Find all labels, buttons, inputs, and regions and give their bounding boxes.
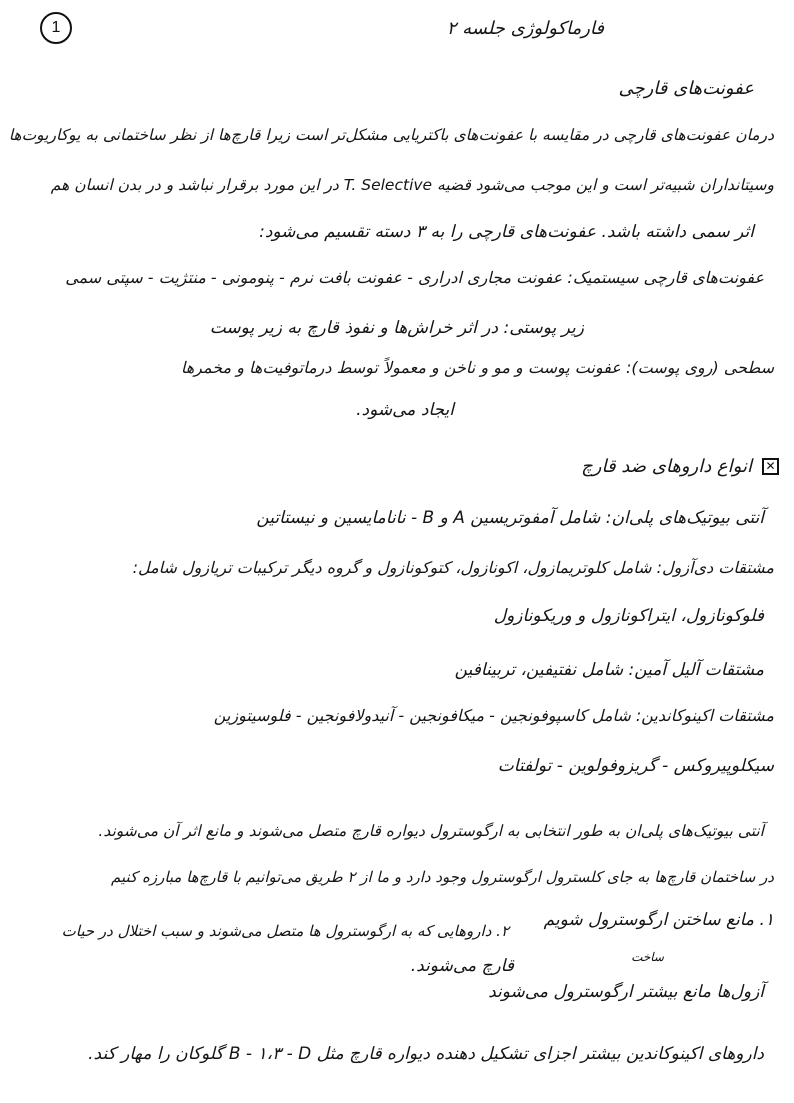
page-title: فارماکولوژی جلسه ۲: [446, 18, 604, 39]
bullet-allylamine: مشتقات آلیل آمین: شامل نفتیفین، تربینافین: [454, 660, 764, 680]
checkbox-mark: ✕: [762, 458, 779, 475]
bullet-azoles: مشتقات دی‌آزول: شامل کلوتریمازول، اکونازول، کتوکونازول و گروه دیگر ترکیبات تریازول شامل:: [132, 558, 774, 577]
bullet-echinocandin-cont: سیکلوپیروکس - گریزوفولوین - تولفتات: [497, 756, 774, 776]
section-heading-fungal-infections: عفونت‌های قارچی: [618, 78, 754, 99]
inserted-word-above: ساخت: [631, 950, 664, 964]
list-item-superficial-cont: ایجاد می‌شود.: [356, 400, 454, 420]
list-item-subcutaneous: زیر پوستی: در اثر خراش‌ها و نفوذ قارچ به زیر پوست: [209, 318, 584, 338]
bullet-azoles-cont: فلوکونازول، ایتراکونازول و وریکونازول: [493, 606, 764, 626]
section-heading-antifungal-drugs: انواع داروهای ضد قارچ: [581, 456, 752, 477]
note-ergosterol-way-2-cont: قارچ می‌شوند.: [410, 956, 514, 976]
bullet-polyene: آنتی بیوتیک‌های پلی‌ان: شامل آمفوتریسین A و B - نانامایسین و نیستاتین: [256, 508, 764, 528]
paragraph-line-3: اثر سمی داشته باشد. عفونت‌های قارچی را به ۳ دسته تقسیم می‌شود:: [259, 222, 754, 242]
note-ergosterol-way-2: ۲. داروهایی که به ارگوسترول ها متصل می‌شوند و سبب اختلال در حیات: [61, 922, 509, 940]
page-number: 1: [40, 12, 72, 44]
note-azoles: آزول‌ها مانع بیشتر ارگوسترول می‌شوند: [488, 982, 764, 1002]
paragraph-line-1: درمان عفونت‌های قارچی در مقایسه با عفونت‌های باکتریایی مشکل‌تر است زیرا قارچ‌ها از نظر ساختمانی به یوکاریوت‌ها: [8, 126, 774, 144]
paragraph-line-2: وسیتانداران شبیه‌تر است و این موجب می‌شود قضیه T. Selective در این مورد برقرار نباشد و در بدن انسان هم: [50, 176, 774, 194]
note-ergosterol-way-1: ۱. مانع ساختن ارگوسترول شویم: [543, 910, 774, 930]
note-ergosterol: در ساختمان قارچ‌ها به جای کلسترول ارگوسترول وجود دارد و ما از ۲ طریق می‌توانیم با قارچ‌ها مبارزه کنیم: [111, 868, 774, 886]
list-item-systemic: عفونت‌های قارچی سیستمیک: عفونت مجاری ادراری - عفونت بافت نرم - پنومونی - منتژیت - سپتی سمی: [65, 268, 764, 287]
note-polyene-mechanism: آنتی بیوتیک‌های پلی‌ان به طور انتخابی به ارگوسترول دیواره قارچ متصل می‌شوند و مانع اثر آن می‌شوند.: [98, 822, 764, 840]
note-echinocandin: داروهای اکینوکاندین بیشتر اجزای تشکیل دهنده دیواره قارچ مثل B - ۱،۳ - D گلوکان را مهار کند.: [88, 1044, 764, 1064]
bullet-echinocandin: مشتقات اکینوکاندین: شامل کاسپوفونجین - میکافونجین - آنیدولافونجین - فلوسیتوزین: [213, 706, 774, 725]
list-item-superficial: سطحی (روی پوست): عفونت پوست و مو و ناخن و معمولاً توسط درماتوفیت‌ها و مخمرها: [180, 358, 774, 377]
